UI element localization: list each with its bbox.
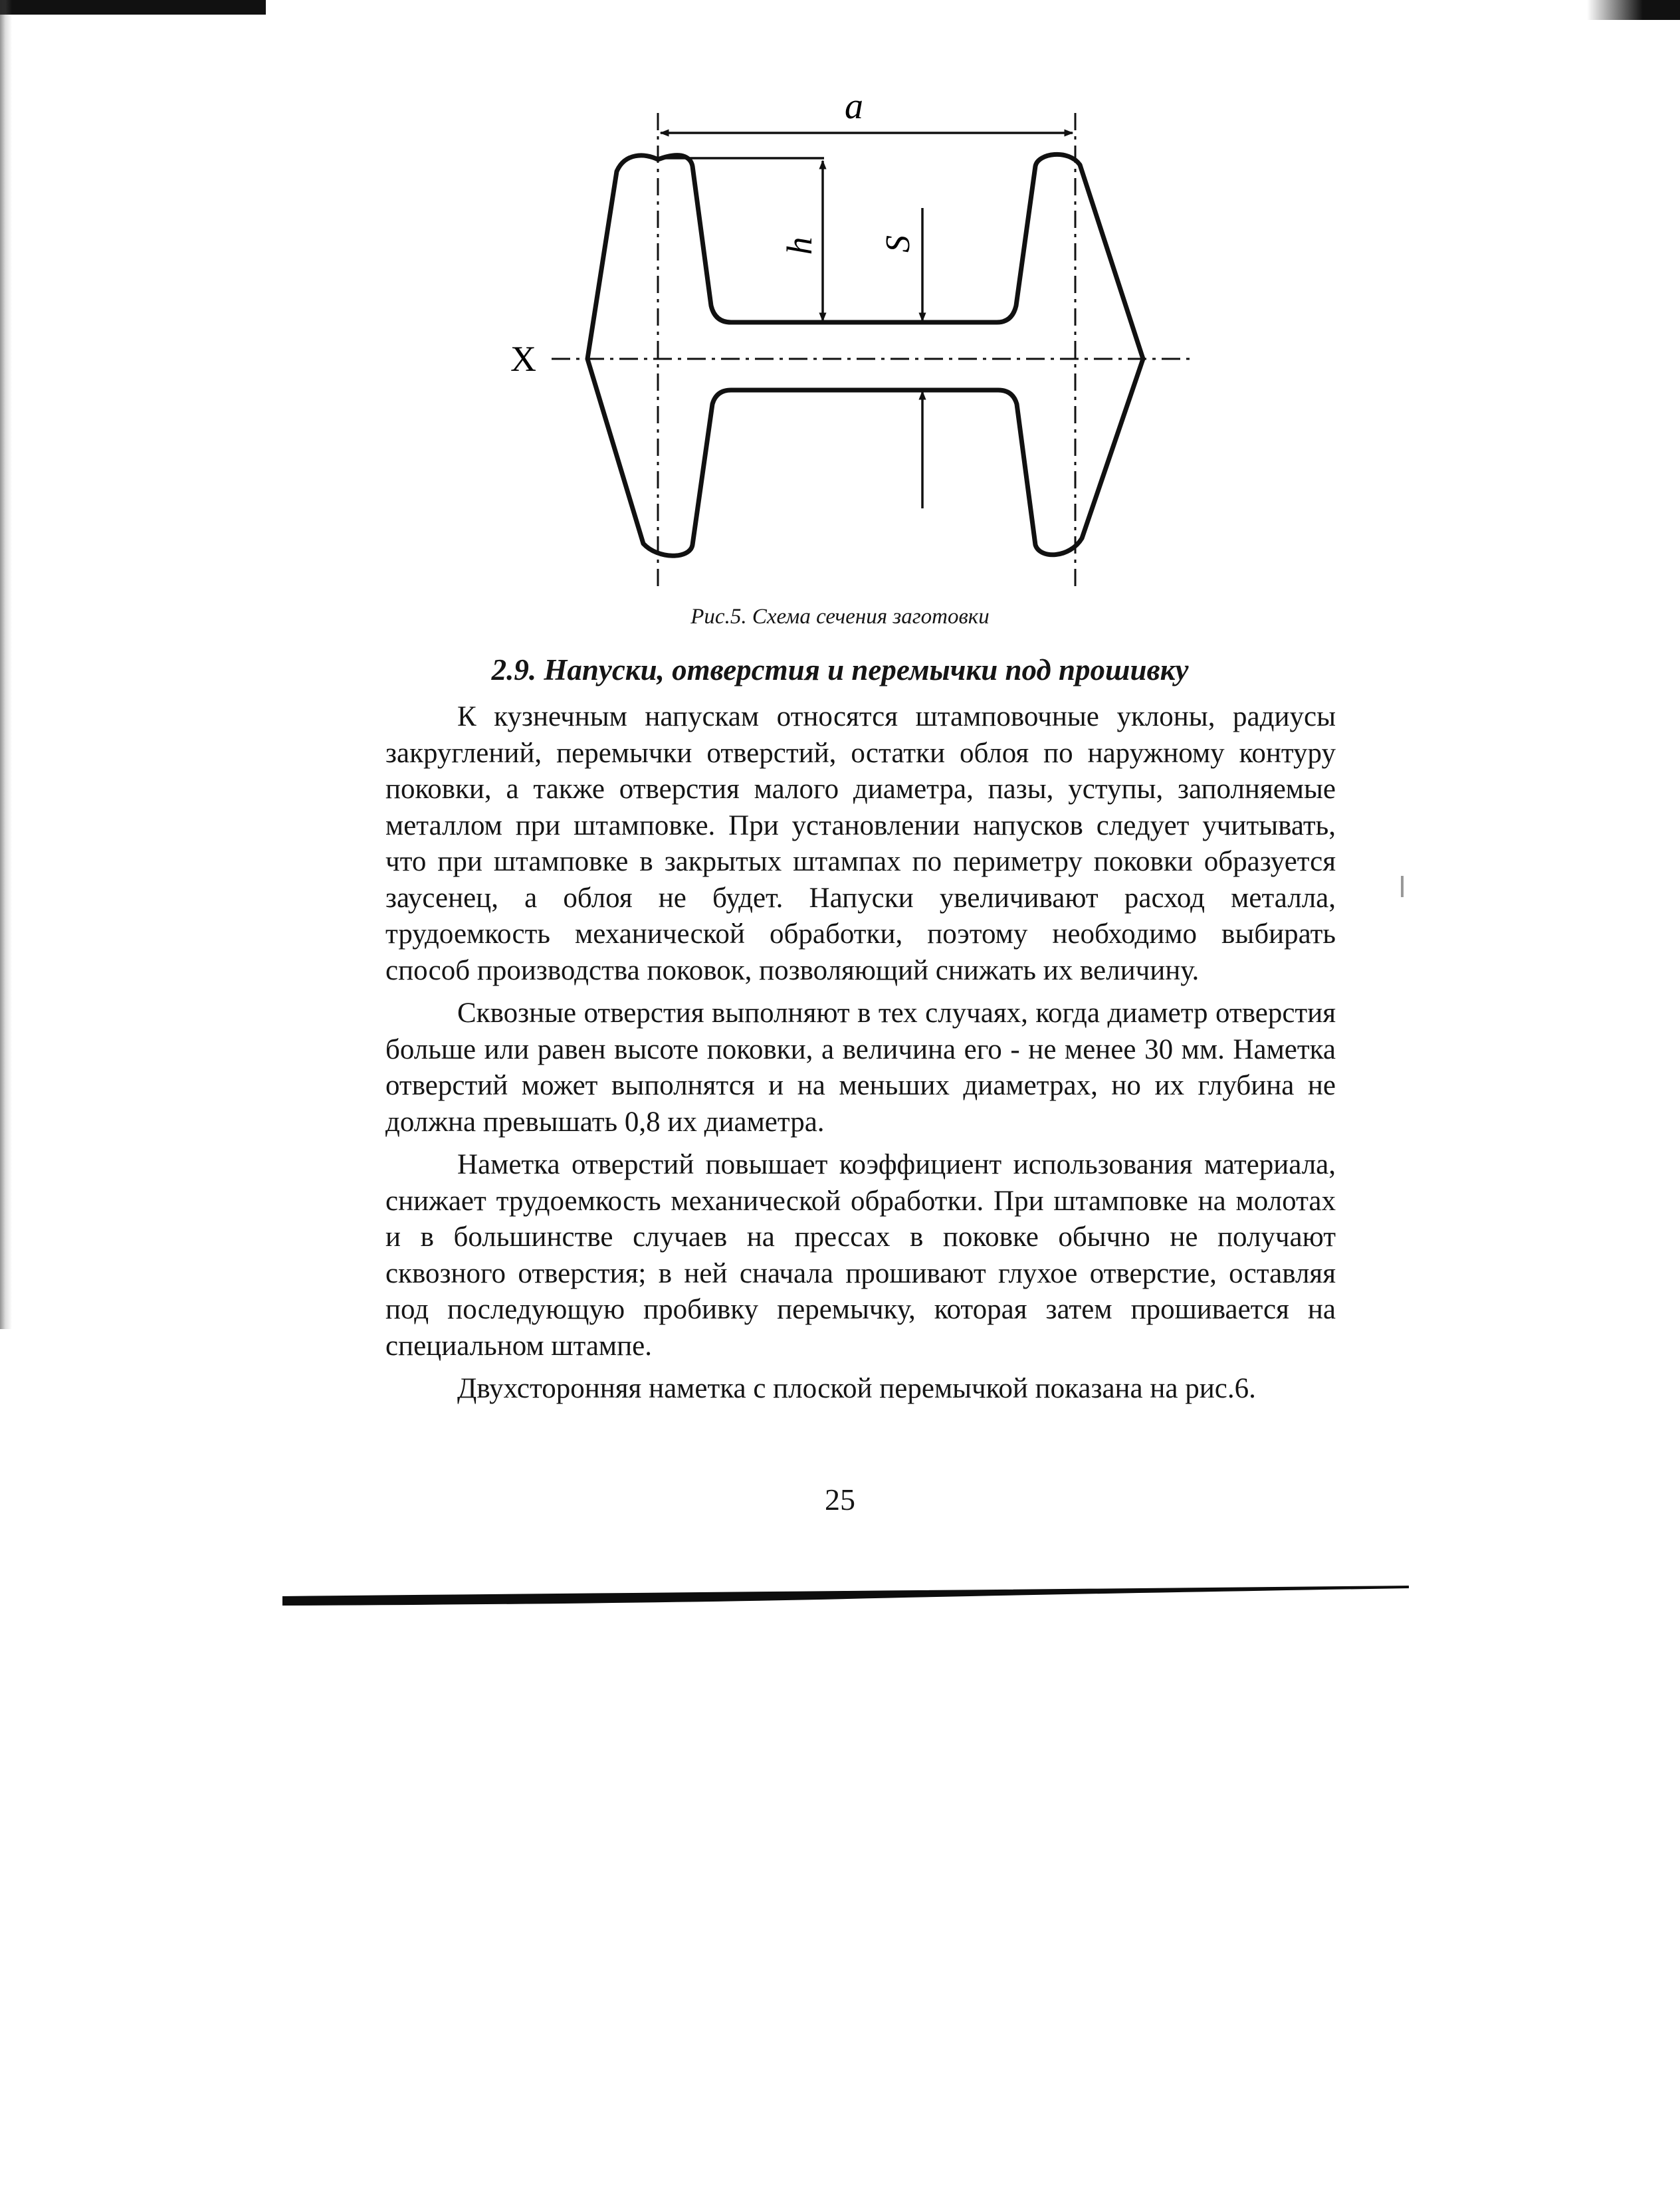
body-text — [385, 699, 1336, 1414]
paragraph-4: Двухсторонняя наметка с плоской перемычкой показана на рис.6. — [457, 1373, 1256, 1404]
bottom-rule — [282, 1584, 1409, 1611]
label-s: S — [879, 235, 917, 253]
section-outline — [587, 154, 1143, 556]
label-h: h — [780, 237, 819, 255]
section-heading: 2.9. Напуски, отверстия и перемычки под прошивку — [491, 653, 1189, 686]
paragraph-1: К кузнечным напускам относятся штамповочные уклоны, радиусы закруглений, перемычки отверстий, остатки облоя по наружному контуру поковки, а также отверстия малого диаметра, пазы, уступы, заполняемые металлом при штамповке. При установлении напусков следует учитывать, что при штамповке в закрытых штампах по периметру поковки образуется заусенец, а облоя не будет. Напуски увеличивают расход металла, трудоемкость механической обработки, поэтому необходимо выбирать способ производства поковок, позволяющий снижать их величину. — [385, 701, 1336, 986]
figure-caption: Рис.5. Схема сечения заготовки — [690, 605, 990, 629]
paragraph-2: Сквозные отверстия выполняют в тех случаях, когда диаметр отверстия больше или равен высоте поковки, а величина его - не менее 30 мм. Наметка отверстий может выполнятся и на меньших диаметрах, но их глубина не должна превышать 0,8 их диаметра. — [385, 997, 1336, 1138]
scan-shadow-top-right — [1587, 0, 1680, 20]
page-number: 25 — [825, 1483, 855, 1516]
label-a: a — [845, 86, 863, 127]
paragraph-3: Наметка отверстий повышает коэффициент использования материала, снижает трудоемкость механической обработки. При штамповке на молотах и в большинстве случаев на прессах в поковке обычно не получают сквозного отверстия; в ней сначала прошивают глухое отверстие, оставляя под последующую пробивку перемычку, которая затем прошивается на специальном штампе. — [385, 1149, 1336, 1362]
label-x: X — [510, 339, 536, 379]
forging-section-figure — [492, 86, 1223, 605]
forging-section-diagram — [492, 86, 1223, 605]
scan-shadow-top-left — [0, 0, 266, 15]
margin-mark — [1401, 876, 1404, 897]
